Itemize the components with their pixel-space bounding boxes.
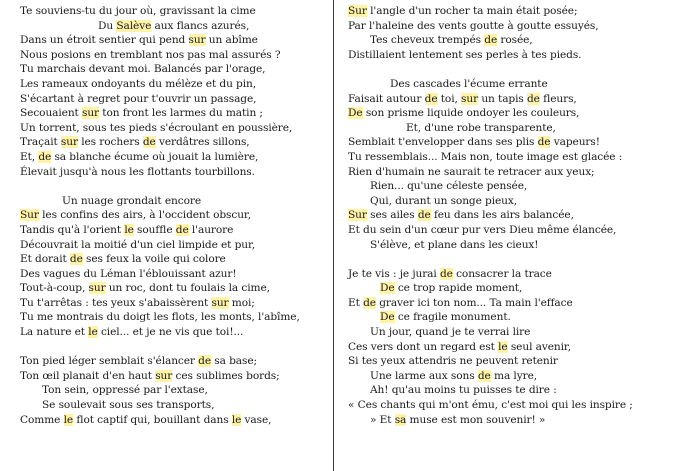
verse-line — [348, 383, 675, 398]
verse-text: Découvrait la moitié d'un ciel limpide et pur, — [20, 238, 256, 251]
highlighted-word: de — [527, 92, 540, 105]
verse-text: Dans un étroit sentier qui pend — [20, 34, 189, 47]
verse-line — [348, 19, 675, 34]
verse-text: moi; — [228, 296, 255, 309]
highlighted-word: de — [439, 267, 453, 280]
verse-line — [348, 398, 675, 413]
verse-text: Un nuage grondait encore — [62, 194, 201, 207]
verse-text: les confins des airs, à l'occident obscur, — [38, 209, 251, 222]
verse-line — [20, 413, 350, 428]
verse-line — [348, 238, 675, 253]
highlighted-word: De — [348, 107, 363, 120]
highlighted-word: de — [38, 150, 52, 163]
verse-line — [20, 267, 350, 282]
stanza-break — [348, 252, 675, 267]
verse-line — [348, 150, 675, 165]
verse-line — [20, 369, 350, 384]
poem-column-right — [348, 4, 675, 427]
verse-text: Une larme aux sons — [370, 369, 478, 382]
verse-text: un roc, dont tu foulais la cime, — [105, 282, 270, 295]
highlighted-word: de — [142, 136, 156, 149]
verse-text: Un torrent, sous tes pieds s'écroulant en poussière, — [20, 121, 293, 134]
stanza-break — [348, 62, 675, 77]
verse-line — [348, 194, 675, 209]
verse-line — [348, 48, 675, 63]
verse-text: Tout-à-coup, — [20, 282, 89, 295]
verse-text: Et — [348, 296, 364, 309]
verse-line — [348, 179, 675, 194]
highlighted-word: sur — [155, 369, 173, 382]
verse-text: S'écartant à regret pour t'ouvrir un passage, — [20, 92, 257, 105]
highlighted-word: De — [380, 282, 395, 295]
highlighted-word: de — [417, 209, 431, 222]
verse-text: « Ces chants qui m'ont ému, c'est moi qui les inspire ; — [348, 399, 633, 412]
verse-line — [20, 62, 350, 77]
verse-text: Tu me montrais du doigt les flots, les monts, l'abîme, — [20, 311, 300, 324]
verse-text: vase, — [241, 413, 272, 426]
verse-text: Et, d'une robe transparente, — [406, 121, 556, 134]
verse-line — [348, 135, 675, 150]
verse-text: Et, — [20, 150, 39, 163]
verse-text: Comme — [20, 413, 64, 426]
verse-text: Et dorait — [20, 253, 70, 266]
verse-line — [20, 4, 350, 19]
verse-text: vapeurs! — [550, 136, 600, 149]
verse-text: Des vagues du Léman l'éblouissant azur! — [20, 267, 237, 280]
verse-text: Tu ressemblais... Mais non, toute image est glacée : — [348, 150, 623, 163]
highlighted-word: de — [69, 253, 83, 266]
verse-text: ce trop rapide moment, — [394, 282, 523, 295]
verse-text: Rien... qu'une céleste pensée, — [370, 180, 528, 193]
verse-line — [348, 77, 675, 92]
verse-text: Tu marchais devant moi. Balancés par l'orage, — [20, 63, 266, 76]
verse-line — [20, 19, 350, 34]
highlighted-word: de — [424, 92, 438, 105]
verse-text: Se soulevait sous ses transports, — [42, 399, 215, 412]
verse-text: Faisait autour — [348, 92, 425, 105]
verse-line — [348, 165, 675, 180]
verse-line — [20, 106, 350, 121]
verse-text: Si tes yeux attendris ne peuvent retenir — [348, 355, 558, 368]
verse-text: Des cascades l'écume errante — [390, 77, 548, 90]
verse-line — [20, 310, 350, 325]
highlighted-word: sur — [188, 34, 206, 47]
verse-text: Ton œil planait d'en haut — [20, 369, 156, 382]
highlighted-word: de — [537, 136, 551, 149]
highlighted-word: Sur — [20, 209, 39, 222]
highlighted-word: sur — [60, 136, 78, 149]
verse-text: Rien d'humain ne saurait te retracer aux yeux; — [348, 165, 595, 178]
verse-line — [20, 252, 350, 267]
verse-line — [20, 281, 350, 296]
verse-line — [20, 383, 350, 398]
verse-text: Traçait — [20, 136, 61, 149]
highlighted-word: sa — [394, 413, 407, 426]
verse-text: Nous posions en tremblant nos pas mal assurés ? — [20, 48, 281, 61]
verse-line — [20, 194, 350, 209]
verse-text: Semblait t'envelopper dans ses plis — [348, 136, 538, 149]
verse-text: Tandis qu'à l'orient — [20, 223, 125, 236]
verse-text: Ton pied léger semblait s'élancer — [20, 355, 199, 368]
verse-line — [348, 281, 675, 296]
verse-text: verdâtres sillons, — [155, 136, 250, 149]
verse-line — [348, 208, 675, 223]
verse-line — [348, 310, 675, 325]
verse-line — [348, 121, 675, 136]
verse-line — [20, 150, 350, 165]
verse-line — [20, 48, 350, 63]
verse-text: » Et — [370, 413, 395, 426]
verse-line — [20, 354, 350, 369]
verse-text: Ces vers dont un regard est — [348, 340, 499, 353]
verse-line — [20, 398, 350, 413]
verse-text: ciel... et je ne vis que toi!... — [97, 326, 244, 339]
highlighted-word: de — [175, 223, 189, 236]
highlighted-word: De — [380, 311, 395, 324]
verse-text: Du — [98, 19, 117, 32]
verse-text: Un jour, quand je te verrai lire — [370, 326, 531, 339]
highlighted-word: de — [363, 296, 376, 309]
verse-line — [20, 77, 350, 92]
verse-text: Élevait jusqu'à nous les flottants tourbillons. — [20, 165, 255, 178]
highlighted-word: de — [198, 355, 212, 368]
verse-line — [20, 92, 350, 107]
verse-text: seul avenir, — [507, 340, 571, 353]
verse-text: Ah! qu'au moins tu puisses te dire : — [370, 384, 557, 397]
verse-line — [20, 208, 350, 223]
stanza-break — [20, 179, 350, 194]
verse-text: l'aurore — [188, 223, 234, 236]
verse-line — [20, 325, 350, 340]
verse-text: Et du sein d'un cœur pur vers Dieu même élancée, — [348, 223, 617, 236]
verse-line — [20, 165, 350, 180]
verse-line — [348, 340, 675, 355]
verse-text: Je te vis : je jurai — [348, 267, 440, 280]
highlighted-word: de — [484, 34, 498, 47]
verse-line — [348, 92, 675, 107]
verse-text: Secouaient — [20, 107, 82, 120]
verse-text: Tes cheveux trempés — [370, 34, 485, 47]
poem-column-left — [20, 4, 350, 427]
verse-text: Tu t'arrêtas : tes yeux s'abaissèrent — [20, 296, 212, 309]
verse-line — [20, 135, 350, 150]
verse-text: muse est mon souvenir! » — [406, 413, 546, 426]
verse-text: aux flancs azurés, — [151, 19, 250, 32]
highlighted-word: le — [498, 340, 508, 353]
verse-line — [20, 296, 350, 311]
verse-line — [348, 4, 675, 19]
verse-text: ces sublimes bords; — [172, 369, 280, 382]
highlighted-word: sur — [81, 107, 100, 120]
verse-text: ses ailes — [366, 209, 418, 222]
verse-line — [348, 325, 675, 340]
verse-text: La nature et — [20, 326, 89, 339]
verse-text: un tapis — [478, 92, 527, 105]
highlighted-word: Salève — [116, 19, 152, 32]
highlighted-word: le — [124, 223, 134, 236]
verse-text: sa blanche écume où jouait la lumière, — [51, 150, 259, 163]
stanza-break — [20, 340, 350, 355]
verse-text: Les rameaux ondoyants du mélèze et du pin, — [20, 77, 257, 90]
highlighted-word: Sur — [348, 209, 367, 222]
verse-line — [348, 413, 675, 428]
verse-text: fleurs, — [539, 92, 577, 105]
verse-line — [348, 267, 675, 282]
verse-text: ma lyre, — [490, 369, 538, 382]
verse-line — [348, 33, 675, 48]
verse-text: sa base; — [211, 355, 257, 368]
verse-text: toi, — [437, 92, 462, 105]
verse-text: son prisme liquide ondoyer les couleurs, — [362, 107, 580, 120]
verse-text: feu dans les airs balancée, — [430, 209, 574, 222]
verse-line — [348, 296, 675, 311]
verse-text: ton front les larmes du matin ; — [99, 107, 263, 120]
verse-line — [20, 33, 350, 48]
column-divider — [333, 0, 334, 471]
verse-line — [348, 369, 675, 384]
verse-line — [20, 223, 350, 238]
verse-text: rosée, — [497, 34, 533, 47]
verse-line — [348, 106, 675, 121]
verse-line — [20, 121, 350, 136]
verse-text: l'angle d'un rocher ta main était posée; — [366, 5, 578, 17]
highlighted-word: le — [63, 413, 74, 426]
highlighted-word: Sur — [348, 5, 367, 17]
verse-text: Par l'haleine des vents goutte à goutte essuyés, — [348, 19, 599, 32]
verse-text: un abîme — [205, 34, 258, 47]
verse-text: Qui, durant un songe pieux, — [370, 194, 518, 207]
verse-text: S'élève, et plane dans les cieux! — [370, 238, 539, 251]
verse-text: graver ici ton nom... Ta main l'efface — [375, 296, 573, 309]
verse-line — [348, 354, 675, 369]
verse-text: Ton sein, oppressé par l'extase, — [42, 384, 208, 397]
highlighted-word: sur — [461, 92, 479, 105]
verse-text: ce fragile monument. — [394, 311, 511, 324]
verse-text: souffle — [133, 223, 176, 236]
highlighted-word: le — [88, 326, 98, 339]
verse-line — [20, 238, 350, 253]
verse-text: consacrer la trace — [452, 267, 552, 280]
highlighted-word: le — [231, 413, 242, 426]
highlighted-word: sur — [88, 282, 106, 295]
highlighted-word: sur — [211, 296, 229, 309]
verse-text: les rochers — [77, 136, 143, 149]
verse-text: Te souviens-tu du jour où, gravissant la cime — [20, 5, 256, 17]
verse-line — [348, 223, 675, 238]
verse-text: Distillaient lentement ses perles à tes pieds. — [348, 48, 582, 61]
verse-text: flot captif qui, bouillant dans — [73, 413, 232, 426]
verse-text: ses feux la voile qui colore — [82, 253, 226, 266]
highlighted-word: de — [477, 369, 491, 382]
